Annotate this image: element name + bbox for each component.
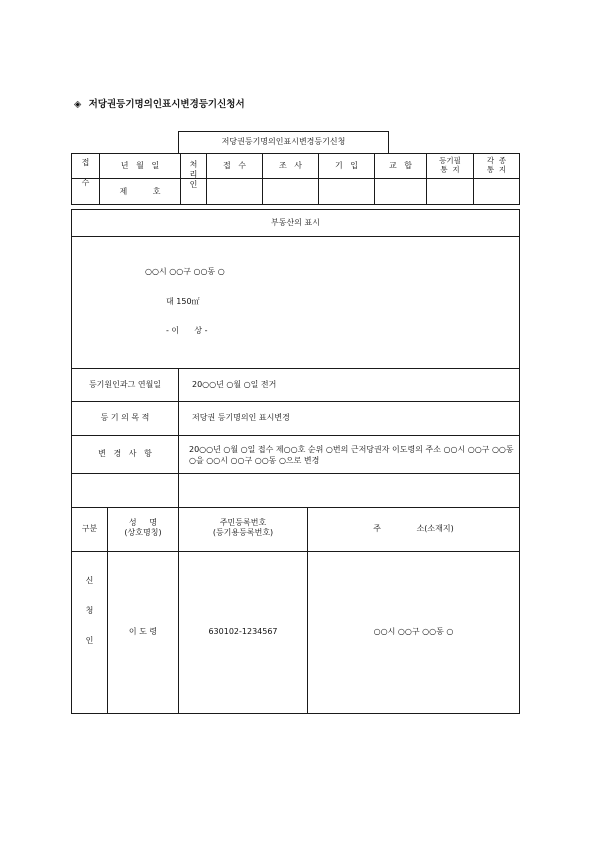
col-various: 각 종 통 지 <box>486 156 507 174</box>
property-end: - 이 상 - <box>166 326 208 335</box>
property-land: 대 150㎡ <box>166 297 200 306</box>
property-header: 부동산의 표시 <box>271 218 320 227</box>
applicant-name: 이 도 령 <box>128 627 158 636</box>
change-value: 20○○년 ○월 ○일 접수 제○○호 순위 ○번의 근저당권자 이도령의 주소 ○○시 ○○구 ○○동 ○을 ○○시 ○○구 ○○동 ○으로 변경 <box>189 445 514 465</box>
applicant-id: 630102-1234567 <box>208 627 278 636</box>
col-notice: 등기필 통 지 <box>439 156 461 174</box>
cause-value: 20○○년 ○월 ○일 전거 <box>192 380 277 389</box>
col-check: 교 합 <box>388 161 413 170</box>
register-box-title: 저당권등기명의인표시변경등기신청 <box>221 137 346 146</box>
col-name: 성 명 (상호명칭) <box>124 518 162 537</box>
diamond-bullet-icon: ◈ <box>74 99 82 110</box>
purpose-value: 저당권 등기명의인 표시변경 <box>192 413 290 422</box>
col-receipt: 접 수 <box>222 161 247 170</box>
cause-label: 등기원인과그 연월일 <box>88 380 162 389</box>
heading <box>74 100 245 110</box>
receipt-label: 접 수 <box>81 158 90 187</box>
col-type: 구분 <box>81 524 98 533</box>
applicant-address: ○○시 ○○구 ○○동 ○ <box>373 627 454 636</box>
col-inspect: 조 사 <box>278 161 303 170</box>
property-address: ○○시 ○○구 ○○동 ○ <box>145 267 225 276</box>
purpose-label: 등 기 의 목 적 <box>100 413 150 422</box>
applicant-type: 신 청 인 <box>85 576 94 645</box>
process-label: 처 리 인 <box>189 160 198 189</box>
number-label: 제 호 <box>119 187 161 196</box>
change-label: 변 경 사 항 <box>98 449 152 458</box>
col-address: 주 소(소재지) <box>373 524 454 533</box>
date-label: 년 월 일 <box>120 161 160 170</box>
col-id: 주민등록번호 (등기용등록번호) <box>212 518 274 537</box>
col-entry: 기 입 <box>334 161 359 170</box>
page-title: 저당권등기명의인표시변경등기신청서 <box>88 99 245 110</box>
